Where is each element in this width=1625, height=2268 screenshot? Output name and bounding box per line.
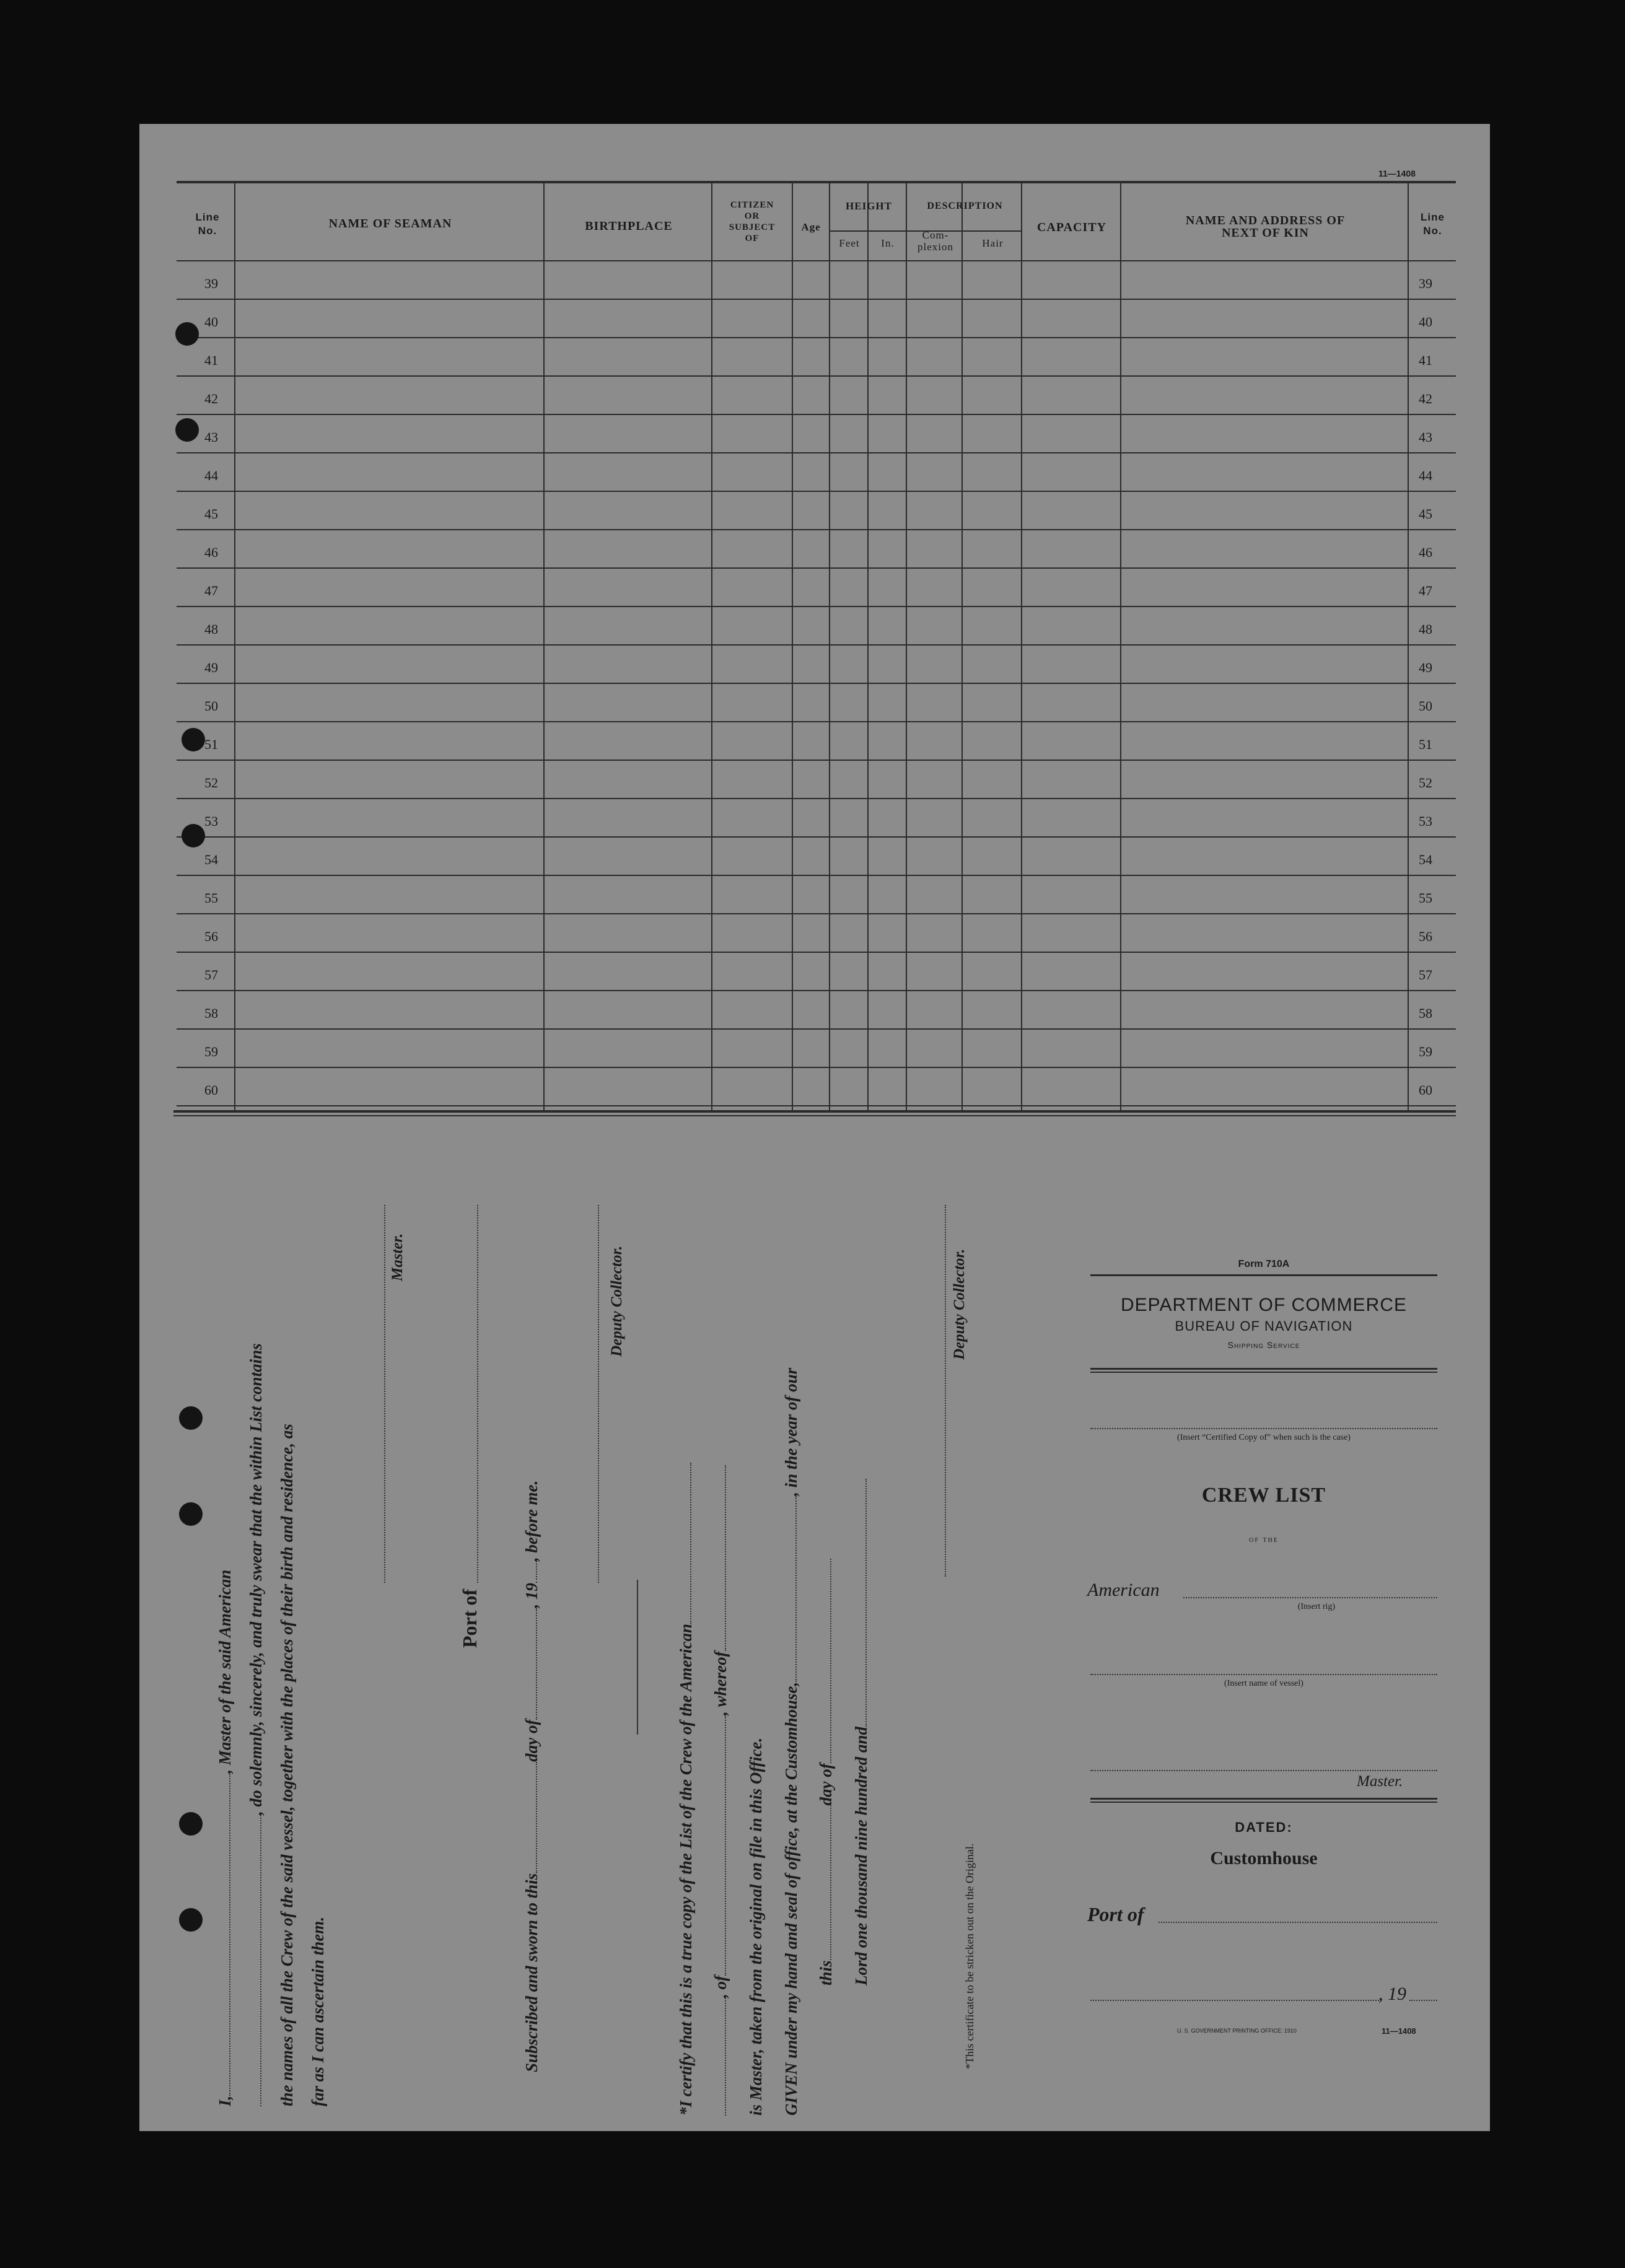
master-cover-label: Master. <box>1357 1773 1403 1790</box>
divider-rule <box>637 1580 638 1735</box>
row-rule <box>177 414 1456 415</box>
line-number-left: 58 <box>204 1005 218 1021</box>
header-text: No. <box>198 225 217 237</box>
rig-blank[interactable] <box>1183 1597 1437 1598</box>
header-complexion <box>908 229 963 253</box>
row-rule <box>177 1067 1456 1068</box>
header-name-of-seaman: NAME OF SEAMAN <box>328 217 452 230</box>
header-text: Line <box>1421 211 1445 223</box>
column-rule <box>1120 182 1121 1113</box>
header-text: SUBJECT <box>729 222 776 232</box>
deputy-collector-label-1: Deputy Collector. <box>608 1245 625 1357</box>
row-rule <box>177 1028 1456 1030</box>
oath-text: day of <box>522 1719 541 1762</box>
oath-line-3: the names of all the Crew of the said vessel, together with the places of their birth and residence, as <box>278 1424 296 2106</box>
deputy-collector-signature-blank-2[interactable] <box>945 1205 947 1577</box>
crew-list-title: CREW LIST <box>1201 1484 1326 1507</box>
subscribed-line <box>522 1481 541 2072</box>
american-label: American <box>1087 1580 1160 1600</box>
line-number-left: 40 <box>204 314 218 330</box>
column-rule <box>543 182 545 1113</box>
line-number-left: 56 <box>204 929 218 944</box>
certificate-year-blank[interactable] <box>865 1479 867 1727</box>
line-number-left: 52 <box>204 775 218 790</box>
line-number-left: 48 <box>204 621 218 637</box>
certified-copy-blank[interactable] <box>1090 1428 1437 1429</box>
certificate-text: this <box>817 1960 835 1986</box>
port-cover-blank[interactable] <box>1159 1922 1437 1923</box>
form-code-top: 11—1408 <box>1378 169 1416 178</box>
line-number-left: 55 <box>204 890 218 906</box>
row-rule <box>177 1105 1456 1106</box>
column-rule <box>711 182 712 1113</box>
certificate-customhouse-blank[interactable] <box>795 1496 797 1682</box>
line-number-right: 50 <box>1419 698 1432 714</box>
row-rule <box>177 836 1456 838</box>
oath-line-2 <box>247 1343 266 2106</box>
header-height: HEIGHT <box>846 200 892 212</box>
subscribed-month-blank[interactable] <box>536 1608 537 1720</box>
subscribed-year-blank[interactable] <box>536 1561 537 1583</box>
line-number-right: 56 <box>1419 929 1432 944</box>
line-number-right: 39 <box>1419 276 1432 291</box>
port-of-cover-label: Port of <box>1087 1903 1144 1925</box>
cover-rule <box>1090 1372 1437 1373</box>
line-number-right: 42 <box>1419 391 1432 406</box>
date-cover-blank[interactable] <box>1090 2000 1382 2001</box>
row-rule <box>177 721 1456 722</box>
row-rule <box>177 990 1456 991</box>
oath-text: Subscribed and sworn to this <box>522 1873 541 2072</box>
header-text: CITIZEN <box>730 200 774 210</box>
cover-rule <box>1090 1798 1437 1800</box>
punch-hole <box>179 1406 203 1430</box>
oath-line-4: far as I can ascertain them. <box>309 1916 327 2106</box>
row-rule <box>177 683 1456 684</box>
header-text: Line <box>195 211 220 223</box>
certificate-vessel-blank[interactable] <box>690 1463 691 1624</box>
column-rule <box>1408 182 1409 1113</box>
insert-certified-note: (Insert “Certified Copy of” when such is the case) <box>1177 1433 1351 1442</box>
punch-hole <box>182 824 205 847</box>
line-number-left: 39 <box>204 276 218 291</box>
certificate-text: , of <box>711 1976 730 1998</box>
form-code-bottom: 11—1408 <box>1382 2026 1416 2036</box>
certificate-text: Lord one thousand nine hundred and <box>852 1727 870 1986</box>
row-rule <box>177 299 1456 300</box>
deputy-collector-label-2: Deputy Collector. <box>951 1248 968 1360</box>
header-text: NAME AND ADDRESS OF <box>1185 214 1346 227</box>
table-bottom-border-2 <box>173 1115 1456 1116</box>
line-number-right: 54 <box>1419 852 1432 867</box>
line-number-right: 53 <box>1419 813 1432 829</box>
line-number-left: 46 <box>204 545 218 560</box>
column-rule <box>829 182 830 1113</box>
certificate-text: , in the year of our <box>782 1367 800 1496</box>
nineteen-label: , 19 <box>1378 1984 1406 2004</box>
line-number-left: 47 <box>204 583 218 598</box>
oath-text: , do solemnly, sincerely, and truly swear that the within List contains <box>247 1343 265 1815</box>
line-number-left: 42 <box>204 391 218 406</box>
of-the-label: of the <box>1249 1535 1279 1544</box>
header-birthplace: BIRTHPLACE <box>585 219 673 233</box>
deputy-collector-signature-blank[interactable] <box>598 1205 600 1583</box>
oath-text: , 19 <box>522 1583 541 1608</box>
punch-hole <box>182 728 205 751</box>
column-rule <box>234 182 235 1113</box>
oath-text: I, <box>216 2095 234 2106</box>
line-number-right: 57 <box>1419 967 1432 983</box>
certificate-line-1 <box>677 1463 696 2116</box>
service-title: Shipping Service <box>1227 1340 1300 1350</box>
row-rule <box>177 529 1456 530</box>
cover-rule <box>1090 1368 1437 1370</box>
row-rule <box>177 952 1456 953</box>
bureau-title: BUREAU OF NAVIGATION <box>1175 1318 1353 1334</box>
line-number-right: 40 <box>1419 314 1432 330</box>
header-capacity: CAPACITY <box>1036 221 1107 234</box>
year-cover-blank[interactable] <box>1409 2000 1437 2001</box>
punch-hole <box>175 322 199 346</box>
certificate-text: *I certify that this is a true copy of the List of the Crew of the American <box>677 1624 695 2116</box>
line-number-right: 48 <box>1419 621 1432 637</box>
certificate-line-4 <box>782 1368 801 2116</box>
row-rule <box>177 760 1456 761</box>
header-text: No. <box>1423 225 1442 237</box>
cover-rule <box>1090 1802 1437 1803</box>
certificate-text: , whereof <box>711 1651 730 1715</box>
line-number-left: 49 <box>204 660 218 675</box>
certificate-text: GIVEN under my hand and seal of office, at the Customhouse, <box>782 1681 800 2116</box>
header-age: Age <box>801 221 821 233</box>
table-top-border <box>177 181 1456 183</box>
certificate-month-blank[interactable] <box>830 1559 831 1763</box>
line-number-left: 54 <box>204 852 218 867</box>
line-number-left: 60 <box>204 1082 218 1098</box>
line-number-right: 55 <box>1419 890 1432 906</box>
header-inches: In. <box>881 237 895 249</box>
column-rule <box>792 182 793 1113</box>
form-number: Form 710A <box>1238 1259 1290 1269</box>
dated-label: DATED: <box>1235 1819 1293 1835</box>
port-of-label: Port of <box>458 1588 481 1648</box>
certificate-vessel-name-blank[interactable] <box>725 1998 726 2116</box>
line-number-left: 44 <box>204 468 218 483</box>
header-text: Com- <box>922 229 949 241</box>
header-text: OF <box>745 234 760 243</box>
certificate-line-6 <box>852 1479 871 1986</box>
line-number-right: 51 <box>1419 737 1432 752</box>
header-description: DESCRIPTION <box>927 201 1003 211</box>
line-number-right: 58 <box>1419 1005 1432 1021</box>
port-blank[interactable] <box>477 1205 480 1583</box>
punch-hole <box>175 418 199 442</box>
row-rule <box>177 491 1456 492</box>
column-rule <box>961 182 963 1113</box>
row-rule <box>177 875 1456 876</box>
header-line-no-right <box>1409 211 1456 238</box>
table-bottom-border <box>173 1110 1456 1113</box>
column-rule <box>867 182 869 1113</box>
certificate-text: day of <box>817 1763 835 1806</box>
header-hair: Hair <box>982 237 1004 249</box>
line-number-left: 59 <box>204 1044 218 1059</box>
row-rule <box>177 452 1456 453</box>
line-number-left: 51 <box>204 737 218 752</box>
row-rule <box>177 375 1456 377</box>
certificate-port-blank[interactable] <box>725 1715 726 1976</box>
master-name-blank[interactable] <box>1090 1770 1437 1771</box>
row-rule <box>177 913 1456 914</box>
master-name-blank[interactable] <box>229 1774 230 2096</box>
header-text: plexion <box>918 241 953 253</box>
punch-hole <box>179 1908 203 1932</box>
certificate-master-blank[interactable] <box>725 1466 726 1652</box>
master-label: Master. <box>389 1233 406 1281</box>
line-number-left: 41 <box>204 352 218 368</box>
row-rule <box>177 644 1456 646</box>
printer-imprint: U. S. GOVERNMENT PRINTING OFFICE: 1910 <box>1177 2028 1297 2034</box>
line-number-left: 53 <box>204 813 218 829</box>
line-number-right: 47 <box>1419 583 1432 598</box>
column-rule <box>906 182 907 1113</box>
vessel-name-blank[interactable] <box>1090 1674 1437 1675</box>
line-number-right: 41 <box>1419 352 1432 368</box>
punch-hole <box>179 1812 203 1836</box>
row-rule <box>177 567 1456 569</box>
cover-rule <box>1090 1274 1437 1276</box>
customhouse-label: Customhouse <box>1210 1848 1318 1868</box>
certificate-footnote: *This certificate to be stricken out on the Original. <box>963 1843 976 2069</box>
header-feet: Feet <box>839 237 860 249</box>
certificate-day-blank[interactable] <box>830 1805 831 1960</box>
line-number-right: 46 <box>1419 545 1432 560</box>
punch-hole <box>179 1502 203 1526</box>
line-number-right: 43 <box>1419 429 1432 445</box>
subscribed-day-blank[interactable] <box>536 1762 537 1873</box>
header-line-no-left <box>183 211 232 238</box>
line-number-right: 60 <box>1419 1082 1432 1098</box>
insert-vessel-note: (Insert name of vessel) <box>1224 1679 1303 1688</box>
column-rule <box>1021 182 1022 1113</box>
insert-rig-note: (Insert rig) <box>1297 1602 1336 1611</box>
header-citizen <box>712 199 792 244</box>
line-number-right: 52 <box>1419 775 1432 790</box>
row-rule <box>177 798 1456 799</box>
vessel-name-blank[interactable] <box>260 1815 261 2106</box>
line-number-left: 43 <box>204 429 218 445</box>
department-title: DEPARTMENT OF COMMERCE <box>1120 1295 1408 1315</box>
line-number-right: 45 <box>1419 506 1432 522</box>
line-number-right: 59 <box>1419 1044 1432 1059</box>
line-number-left: 50 <box>204 698 218 714</box>
oath-text: , before me. <box>522 1480 541 1562</box>
header-text: OR <box>744 211 760 221</box>
oath-line-1 <box>216 1570 235 2106</box>
line-number-right: 49 <box>1419 660 1432 675</box>
subheader-rule <box>830 230 908 232</box>
oath-text: , Master of the said American <box>216 1569 234 1774</box>
line-number-left: 45 <box>204 506 218 522</box>
line-number-left: 57 <box>204 967 218 983</box>
header-next-of-kin <box>1121 214 1409 239</box>
header-text: NEXT OF KIN <box>1221 226 1310 240</box>
certificate-line-3: is Master, taken from the original on file in this Office. <box>747 1737 765 2116</box>
certificate-line-5 <box>817 1559 836 1986</box>
header-bottom-border <box>177 260 1456 261</box>
certificate-line-2 <box>711 1466 730 2116</box>
row-rule <box>177 337 1456 338</box>
line-number-right: 44 <box>1419 468 1432 483</box>
row-rule <box>177 606 1456 607</box>
master-signature-blank[interactable] <box>384 1205 387 1583</box>
